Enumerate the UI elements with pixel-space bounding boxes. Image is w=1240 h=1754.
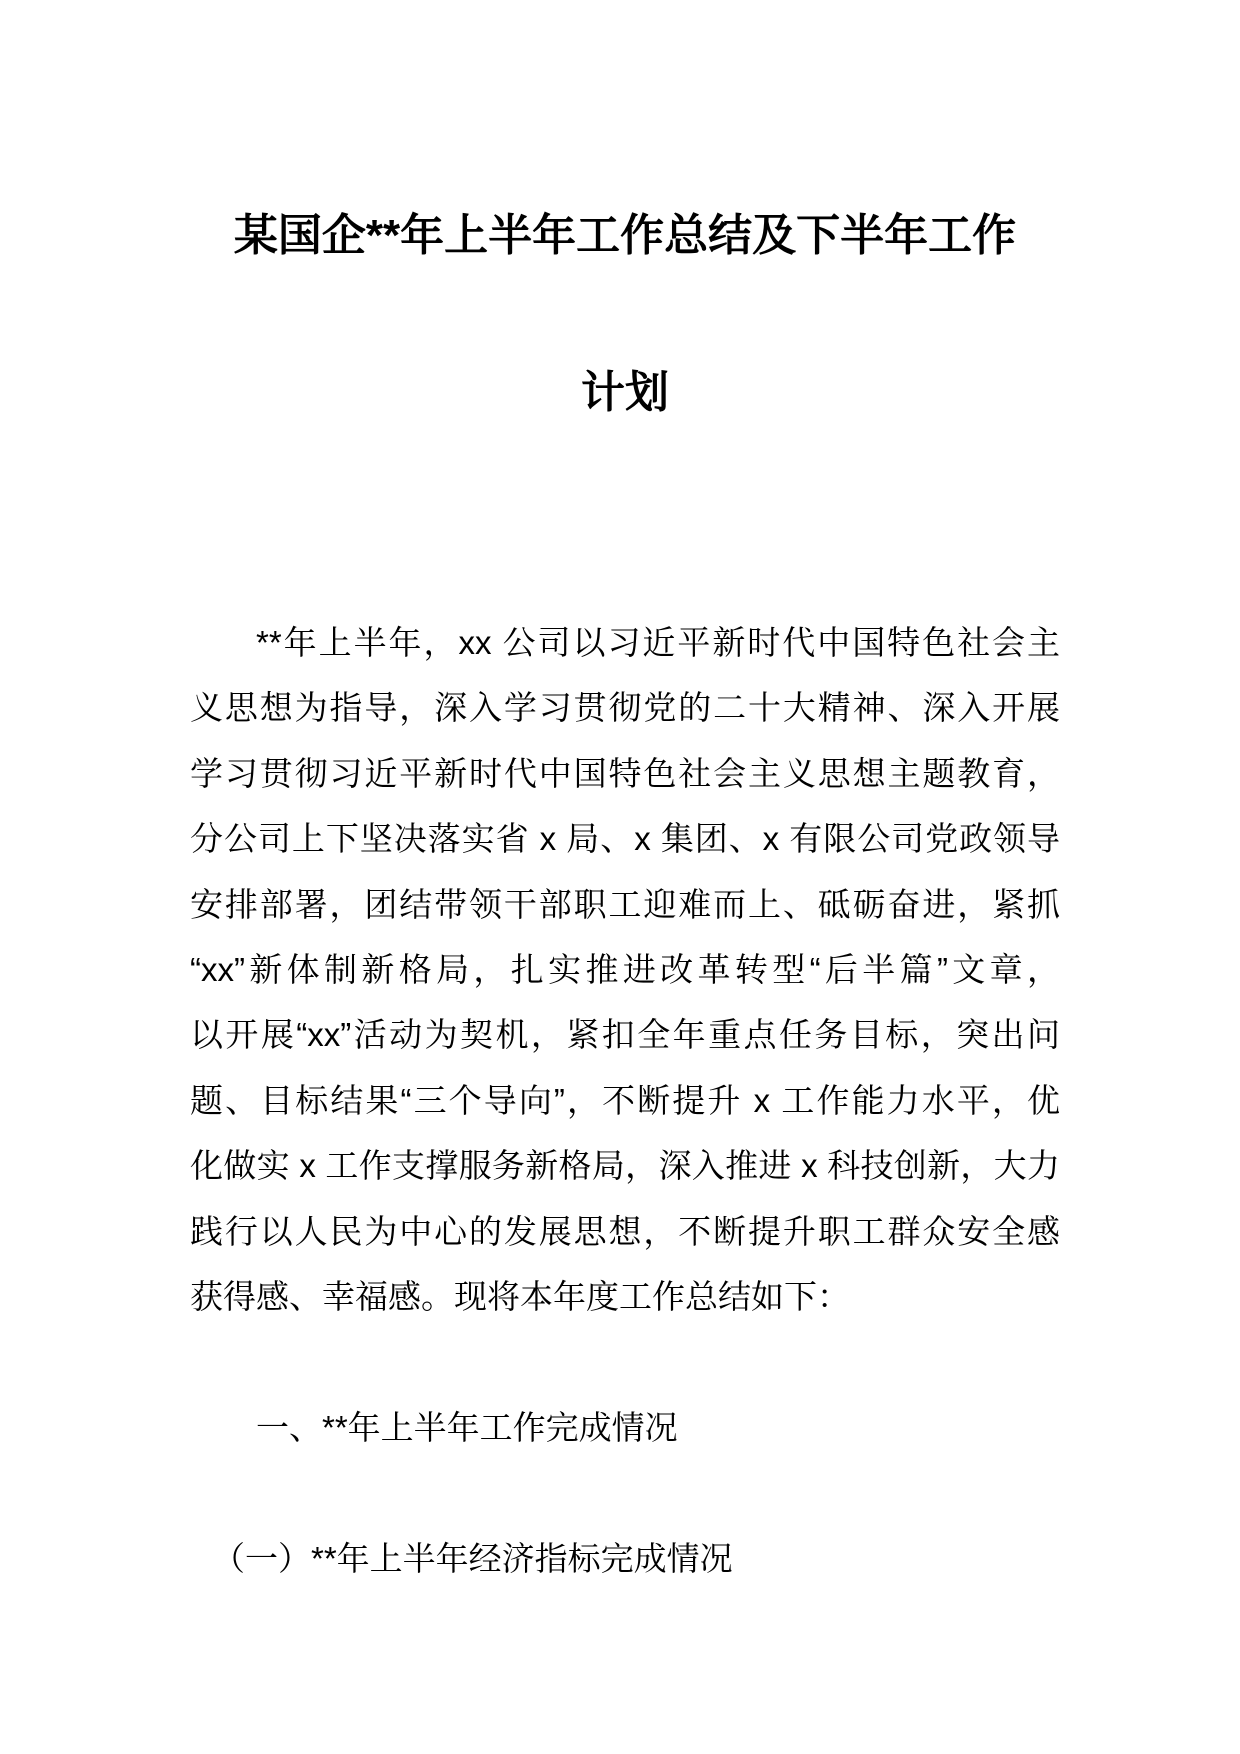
paragraph-line: **年上半年，xx 公司以习近平新时代中国特色社会主 bbox=[256, 624, 1060, 661]
paragraph-line: 题、目标结果“三个导向”，不断提升 x 工作能力水平，优 bbox=[190, 1081, 1060, 1119]
subsection-heading: （一）**年上半年经济指标完成情况 bbox=[212, 1540, 733, 1577]
intro-paragraph bbox=[190, 618, 1060, 1337]
paragraph-line: 以开展“xx”活动为契机，紧扣全年重点任务目标，突出问 bbox=[190, 1016, 1060, 1054]
document-title-line-2: 计划 bbox=[581, 368, 669, 417]
paragraph-line: 学习贯彻习近平新时代中国特色社会主义思想主题教育， bbox=[190, 754, 1060, 792]
document-title-line-1: 某国企**年上半年工作总结及下半年工作 bbox=[233, 211, 1017, 260]
paragraph-line: “xx”新体制新格局，扎实推进改革转型“后半篇”文章， bbox=[190, 950, 1060, 988]
paragraph-line: 化做实 x 工作支撑服务新格局，深入推进 x 科技创新，大力 bbox=[190, 1147, 1060, 1185]
section-heading: 一、**年上半年工作完成情况 bbox=[256, 1409, 678, 1446]
paragraph-line: 获得感、幸福感。现将本年度工作总结如下： bbox=[190, 1277, 850, 1315]
paragraph-line: 义思想为指导，深入学习贯彻党的二十大精神、深入开展 bbox=[190, 689, 1060, 727]
paragraph-line: 分公司上下坚决落实省 x 局、x 集团、x 有限公司党政领导 bbox=[190, 820, 1060, 858]
paragraph-line: 践行以人民为中心的发展思想，不断提升职工群众安全感 bbox=[190, 1212, 1060, 1250]
paragraph-line: 安排部署，团结带领干部职工迎难而上、砥砺奋进，紧抓 bbox=[190, 885, 1060, 923]
